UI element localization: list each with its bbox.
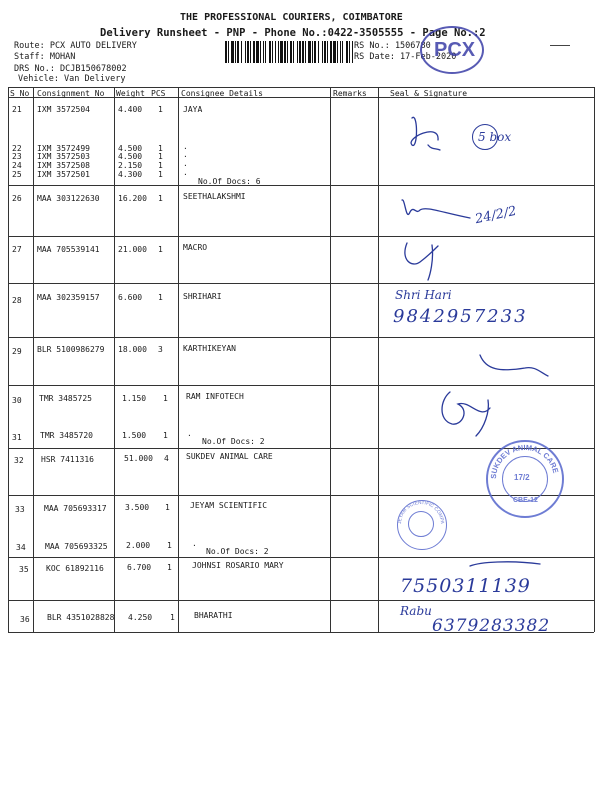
row-consignment: MAA 705693325 <box>45 542 108 551</box>
row-weight: 4.500 <box>118 152 143 161</box>
col-sno: S No <box>10 89 30 98</box>
row-sno: 35 <box>19 565 29 574</box>
row-weight: 1.150 <box>122 394 147 403</box>
row-consignment: TMR 3485720 <box>40 431 93 440</box>
row-sno: 22 <box>12 144 22 153</box>
staff-label: Staff: MOHAN <box>14 52 76 62</box>
jeyam-stamp-ring-text <box>396 499 446 549</box>
row-pcs: 1 <box>158 105 163 114</box>
row-sno: 31 <box>12 433 22 442</box>
row-consignee: JAYA <box>183 105 203 114</box>
pcx-stamp-text: PCX <box>434 39 476 61</box>
handwritten-box-note: 5 box <box>478 130 512 144</box>
row-sno: 32 <box>14 456 24 465</box>
row-consignee: BHARATHI <box>194 611 233 620</box>
rs-no-label: RS No.: 1506780 <box>354 41 431 51</box>
row-consignment: BLR 5100986279 <box>37 345 105 354</box>
row-consignment: MAA 705693317 <box>44 504 107 513</box>
row-weight: 2.000 <box>126 541 151 550</box>
col-pcs: PCS <box>151 89 166 98</box>
row-weight: 6.600 <box>118 293 143 302</box>
row-weight: 51.000 <box>124 454 153 463</box>
row-consignee: SEETHALAKSHMI <box>183 192 246 201</box>
row-weight: 4.400 <box>118 105 143 114</box>
row-pcs: 1 <box>158 170 163 179</box>
row-sno: 27 <box>12 245 22 254</box>
route-label: Route: PCX AUTO DELIVERY <box>14 41 137 51</box>
row-consignment: MAA 705539141 <box>37 245 100 254</box>
handwritten-name-bharathi: Rabu <box>400 604 432 618</box>
row-weight: 4.500 <box>118 144 143 153</box>
row-consignment: IXM 3572503 <box>37 152 90 161</box>
row-weight: 2.150 <box>118 161 143 170</box>
row-weight: 18.000 <box>118 345 147 354</box>
row-sno: 36 <box>20 615 30 624</box>
row-sno: 21 <box>12 105 22 114</box>
rs-date-label: RS Date: 17-Feb-2020 <box>354 52 457 62</box>
row-consignee: KARTHIKEYAN <box>183 344 236 353</box>
row-sno: 33 <box>15 505 25 514</box>
row-pcs: 1 <box>165 503 170 512</box>
row-weight: 3.500 <box>125 503 150 512</box>
handwritten-phone-shrihari: 9842957233 <box>393 306 528 327</box>
sukdev-stamp-center: 17/2 <box>514 473 530 482</box>
row-consignee: . <box>183 168 188 177</box>
row-consignment: TMR 3485725 <box>39 394 92 403</box>
row-sno: 25 <box>12 170 22 179</box>
row-pcs: 1 <box>163 394 168 403</box>
row-consignment: IXM 3572499 <box>37 144 90 153</box>
row-pcs: 1 <box>163 431 168 440</box>
row-consignment: MAA 303122630 <box>37 194 100 203</box>
row-consignment: IXM 3572504 <box>37 105 90 114</box>
box-note-circle <box>472 124 498 150</box>
row-consignee: . <box>183 159 188 168</box>
company-title: THE PROFESSIONAL COURIERS, COIMBATORE <box>180 12 403 23</box>
row-consignee: . <box>187 429 192 438</box>
docs-note: No.Of Docs: 2 <box>202 437 265 446</box>
row-consignment: MAA 302359157 <box>37 293 100 302</box>
row-pcs: 1 <box>158 194 163 203</box>
runsheet-title: Delivery Runsheet - PNP - Phone No.:0422-3505555 - Page No.:2 <box>100 27 486 39</box>
row-consignee: MACRO <box>183 243 208 252</box>
sukdev-stamp <box>486 440 564 518</box>
signature-jaya <box>411 117 438 145</box>
row-sno: 26 <box>12 194 22 203</box>
row-consignee: RAM INFOTECH <box>186 392 244 401</box>
row-consignment: KOC 61892116 <box>46 564 104 573</box>
row-pcs: 1 <box>167 563 172 572</box>
handwritten-date-note: 24/2/2 <box>473 203 518 228</box>
row-pcs: 1 <box>167 541 172 550</box>
row-weight: 21.000 <box>118 245 147 254</box>
col-seal: Seal & Signature <box>390 89 468 98</box>
row-consignee: SUKDEV ANIMAL CARE <box>186 452 273 461</box>
docs-note: No.Of Docs: 2 <box>206 547 269 556</box>
svg-text:JEYAM SCIENTIFIC COMPANY: JEYAM SCIENTIFIC COMPA <box>397 500 445 525</box>
row-sno: 23 <box>12 152 22 161</box>
drs-label: DRS No.: DCJB150678002 <box>14 64 127 74</box>
row-sno: 29 <box>12 347 22 356</box>
row-consignment: IXM 3572508 <box>37 161 90 170</box>
col-remarks: Remarks <box>333 89 367 98</box>
docs-note: No.Of Docs: 6 <box>198 177 261 186</box>
signature-macro-stroke <box>428 245 433 280</box>
row-sno: 34 <box>16 543 26 552</box>
row-pcs: 1 <box>158 245 163 254</box>
row-pcs: 4 <box>164 454 169 463</box>
row-weight: 16.200 <box>118 194 147 203</box>
row-pcs: 3 <box>158 345 163 354</box>
row-sno: 30 <box>12 396 22 405</box>
signature-raminfotech-tail <box>476 400 488 436</box>
col-consignment: Consignment No <box>37 89 105 98</box>
row-weight: 1.500 <box>122 431 147 440</box>
row-sno: 28 <box>12 296 22 305</box>
row-pcs: 1 <box>158 144 163 153</box>
row-consignee: JOHNSI ROSARIO MARY <box>192 561 284 570</box>
row-consignee: . <box>183 142 188 151</box>
signature-karthikeyan <box>480 355 548 376</box>
col-weight: Weight <box>116 89 145 98</box>
row-consignment: IXM 3572501 <box>37 170 90 179</box>
row-weight: 6.700 <box>127 563 152 572</box>
svg-text:SUKDEV ANIMAL CARE: SUKDEV ANIMAL CARE <box>488 442 561 480</box>
handwritten-phone-bharathi: 6379283382 <box>432 616 551 636</box>
sukdev-stamp-bottom: CBE-12 <box>513 497 538 504</box>
signature-raminfotech <box>442 392 490 424</box>
handwritten-name-shrihari: Shri Hari <box>395 288 452 302</box>
row-pcs: 1 <box>170 613 175 622</box>
row-pcs: 1 <box>158 152 163 161</box>
row-consignee: . <box>192 539 197 548</box>
row-pcs: 1 <box>158 161 163 170</box>
jeyam-stamp <box>397 500 447 550</box>
row-consignee: . <box>183 150 188 159</box>
signature-seethalakshmi <box>402 200 470 218</box>
row-consignee: JEYAM SCIENTIFIC <box>190 501 268 510</box>
row-weight: 4.300 <box>118 170 143 179</box>
signature-johnsi <box>470 562 540 566</box>
row-sno: 24 <box>12 161 22 170</box>
row-consignee: SHRIHARI <box>183 292 222 301</box>
vehicle-label: Vehicle: Van Delivery <box>18 74 126 84</box>
handwritten-phone-johnsi: 7550311139 <box>400 575 531 597</box>
row-pcs: 1 <box>158 293 163 302</box>
signature-jaya-tail <box>428 145 440 150</box>
col-consignee: Consignee Details <box>181 89 263 98</box>
row-consignment: HSR 7411316 <box>41 455 94 464</box>
row-consignment: BLR 4351028828 <box>47 613 115 622</box>
row-weight: 4.250 <box>128 613 153 622</box>
